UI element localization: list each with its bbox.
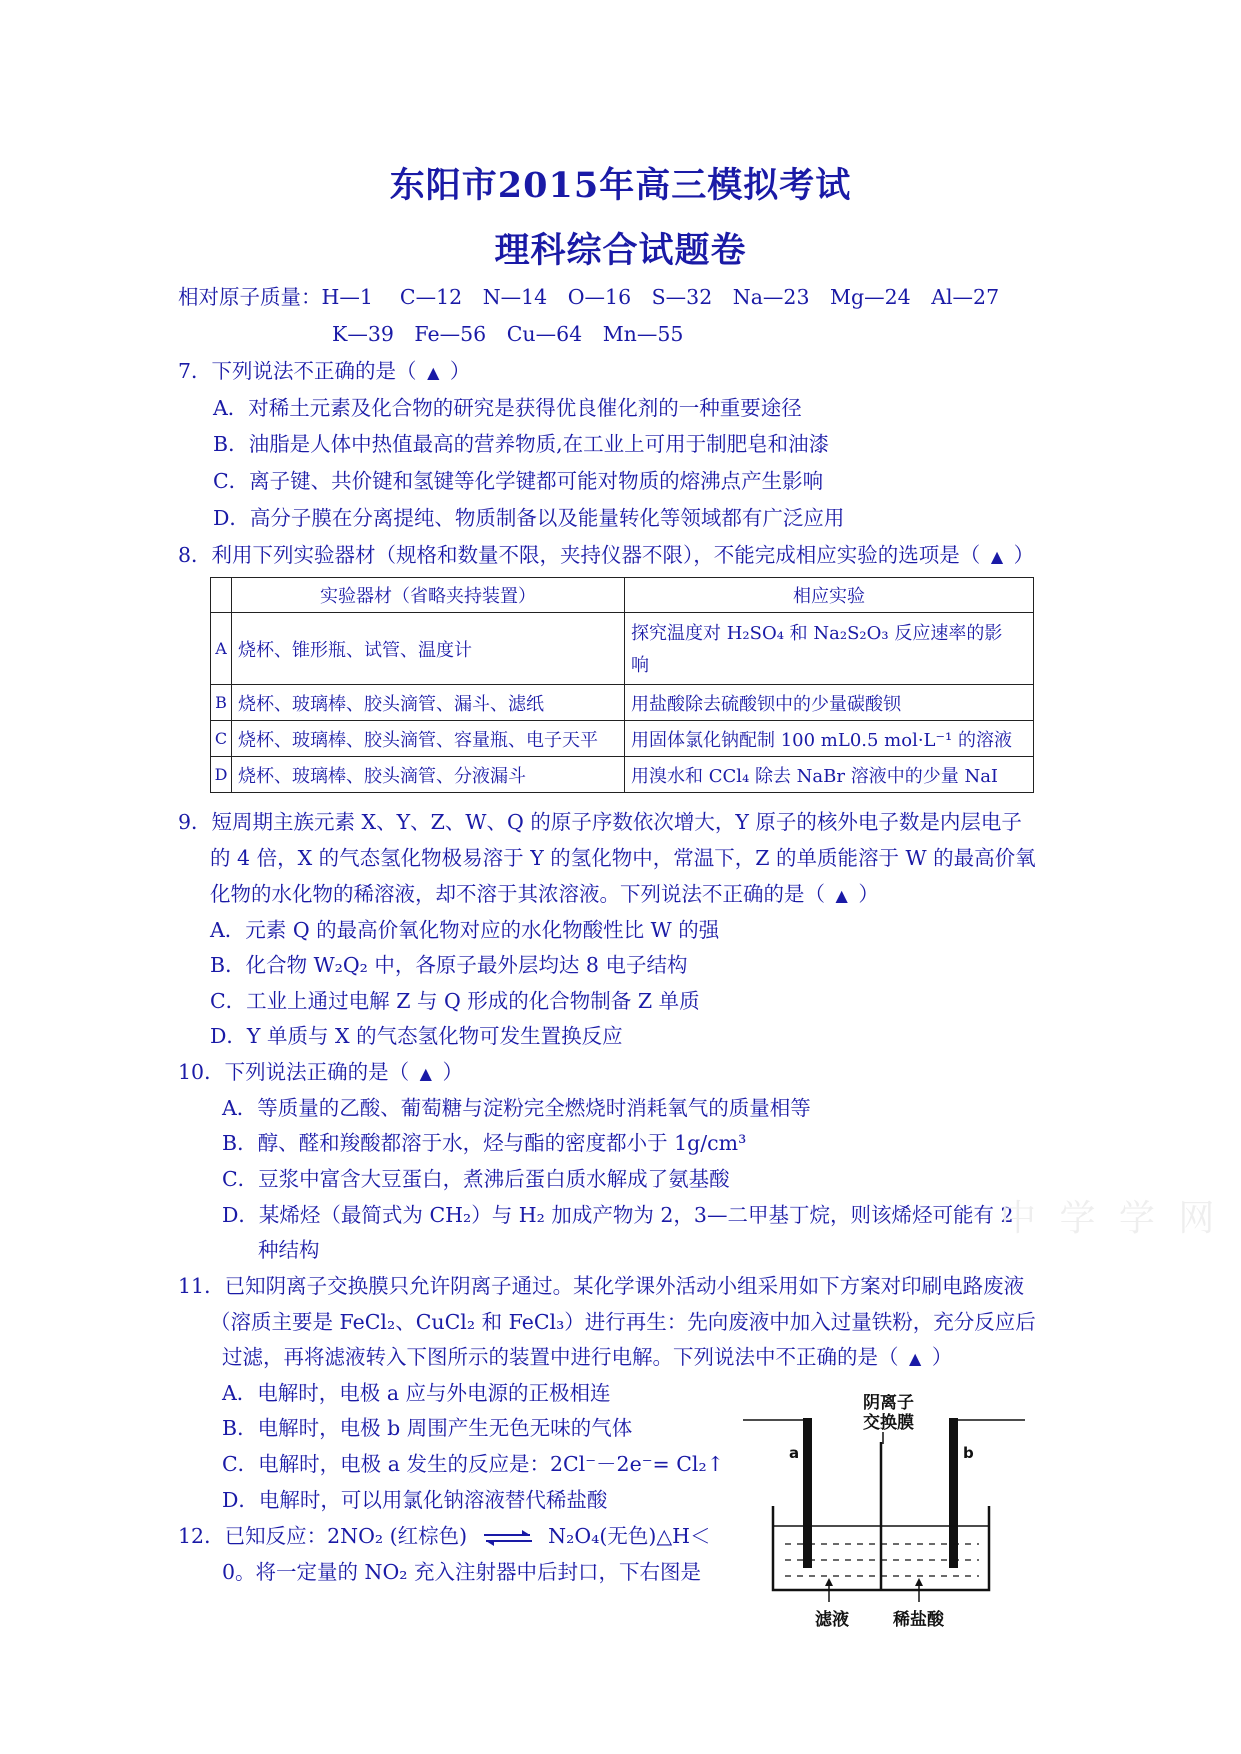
table-row	[211, 613, 1034, 685]
question-10-text: 10．下列说法正确的是（	[178, 1060, 410, 1084]
q11-option-c: C．电解时，电极 a 发生的反应是：2Cl⁻－2e⁻= Cl₂↑	[222, 1452, 724, 1476]
question-8-close: ）	[1013, 543, 1035, 567]
question-9-stem-2: 的 4 倍，X 的气态氢化物极易溶于 Y 的氢化物中，常温下，Z 的单质能溶于 W 的最高价氧	[210, 846, 1036, 870]
q10-option-a: A．等质量的乙酸、葡萄糖与淀粉完全燃烧时消耗氧气的质量相等	[222, 1096, 811, 1120]
arrow-up-icon	[915, 1578, 923, 1586]
row-experiment-line: 探究温度对 H₂SO₄ 和 Na₂S₂O₃ 反应速率的影	[631, 622, 1003, 644]
q10-option-d: D．某烯烃（最简式为 CH₂）与 H₂ 加成产物为 2，3—二甲基丁烷，则该烯烃可能有 2	[222, 1203, 1014, 1227]
electrode-a-label: a	[789, 1444, 800, 1462]
answer-blank-icon: ▲	[909, 1349, 922, 1368]
left-solution-label: 滤液	[815, 1610, 849, 1630]
watermark: 中 学 学 网	[1000, 1198, 1221, 1239]
q11-option-a: A．电解时，电极 a 应与外电源的正极相连	[222, 1381, 611, 1405]
question-11-stem-3	[222, 1343, 952, 1373]
row-key: D	[211, 757, 232, 793]
question-11-stem-2: （溶质主要是 FeCl₂、CuCl₂ 和 FeCl₃）进行再生：先向废液中加入过量铁粉，充分反应后	[210, 1310, 1036, 1334]
answer-blank-icon: ▲	[419, 1064, 432, 1083]
row-key: A	[211, 613, 232, 685]
q7-option-c: C．离子键、共价键和氢键等化学键都可能对物质的熔沸点产生影响	[213, 469, 824, 493]
question-11-text: 过滤，再将滤液转入下图所示的装置中进行电解。下列说法中不正确的是（	[222, 1345, 899, 1369]
col-apparatus-header: 实验器材（省略夹持装置）	[232, 578, 625, 613]
answer-blank-icon: ▲	[990, 547, 1004, 566]
atomic-mass-line-2: K—39 Fe—56 Cu—64 Mn—55	[332, 322, 684, 346]
q10-option-c: C．豆浆中富含大豆蛋白，煮沸后蛋白质水解成了氨基酸	[222, 1167, 730, 1191]
question-9-stem-3	[210, 880, 879, 910]
question-11-close: ）	[931, 1345, 953, 1369]
question-10-stem	[178, 1058, 463, 1088]
row-key: C	[211, 721, 232, 757]
membrane-label-line-2: 交换膜	[863, 1413, 914, 1433]
row-experiment	[625, 613, 1034, 685]
row-apparatus: 烧杯、玻璃棒、胶头滴管、漏斗、滤纸	[232, 685, 625, 721]
exam-subtitle: 理科综合试题卷	[494, 230, 747, 271]
question-9-stem-1: 9．短周期主族元素 X、Y、Z、W、Q 的原子序数依次增大，Y 原子的核外电子数是内层电子	[178, 810, 1022, 834]
arrow-up-icon	[825, 1578, 833, 1586]
col-experiment-header: 相应实验	[625, 578, 1034, 613]
row-apparatus: 烧杯、玻璃棒、胶头滴管、分液漏斗	[232, 757, 625, 793]
question-9-text: 化物的水化物的稀溶液，却不溶于其浓溶液。下列说法不正确的是（	[210, 882, 825, 906]
table-row	[211, 685, 1034, 721]
q9-option-d: D．Y 单质与 X 的气态氢化物可发生置换反应	[210, 1024, 623, 1048]
q7-option-b: B．油脂是人体中热值最高的营养物质,在工业上可用于制肥皂和油漆	[213, 432, 830, 456]
q7-option-a: A．对稀土元素及化合物的研究是获得优良催化剂的一种重要途径	[213, 396, 802, 420]
electrolysis-cell-diagram	[735, 1394, 1025, 1609]
atomic-mass-line-1: 相对原子质量：H—1 C—12 N—14 O—16 S—32 Na—23 Mg—24 Al—27	[178, 285, 1000, 309]
q9-option-b: B．化合物 W₂Q₂ 中，各原子最外层均达 8 电子结构	[210, 953, 688, 977]
q9-option-c: C．工业上通过电解 Z 与 Q 形成的化合物制备 Z 单质	[210, 989, 700, 1013]
question-9-close: ）	[858, 882, 879, 906]
table-corner-cell	[211, 578, 232, 613]
electrode-b	[949, 1418, 958, 1568]
q10-option-d-cont: 种结构	[258, 1238, 320, 1262]
equilibrium-arrow-icon	[482, 1529, 534, 1547]
q7-option-d: D．高分子膜在分离提纯、物质制备以及能量转化等领域都有广泛应用	[213, 506, 845, 530]
electrode-a	[803, 1418, 812, 1568]
right-solution-label: 稀盐酸	[893, 1610, 944, 1630]
table-header-row	[211, 578, 1034, 613]
membrane-label-line-1: 阴离子	[863, 1394, 914, 1413]
row-experiment: 用盐酸除去硫酸钡中的少量碳酸钡	[625, 685, 1034, 721]
question-12-stem-2: 0。将一定量的 NO₂ 充入注射器中后封口，下右图是	[222, 1560, 702, 1584]
row-apparatus: 烧杯、锥形瓶、试管、温度计	[232, 613, 625, 685]
electrode-b-label: b	[963, 1444, 974, 1462]
question-12-stem-1	[178, 1522, 711, 1550]
question-7-close: ）	[449, 359, 471, 383]
q11-option-b: B．电解时，电极 b 周围产生无色无味的气体	[222, 1416, 633, 1440]
q9-option-a: A．元素 Q 的最高价氧化物对应的水化物酸性比 W 的强	[210, 918, 720, 942]
answer-blank-icon: ▲	[427, 363, 440, 382]
question-10-close: ）	[442, 1060, 463, 1084]
question-11-stem-1: 11．已知阴离子交换膜只允许阴离子通过。某化学课外活动小组采用如下方案对印刷电路废液	[178, 1274, 1025, 1298]
row-key: B	[211, 685, 232, 721]
question-8-text: 8．利用下列实验器材（规格和数量不限，夹持仪器不限），不能完成相应实验的选项是（	[178, 543, 981, 567]
question-12-text: 12．已知反应：2NO₂ (红棕色)	[178, 1524, 468, 1548]
q10-option-b: B．醇、醛和羧酸都溶于水，烃与酯的密度都小于 1g/cm³	[222, 1131, 747, 1155]
row-experiment: 用固体氯化钠配制 100 mL0.5 mol·L⁻¹ 的溶液	[625, 721, 1034, 757]
question-7-stem	[178, 357, 470, 387]
question-7-text: 7．下列说法不正确的是（	[178, 359, 417, 383]
row-experiment-line: 响	[631, 654, 649, 676]
question-12-text-b: N₂O₄(无色)△H＜	[548, 1524, 711, 1548]
table-row	[211, 757, 1034, 793]
row-experiment: 用溴水和 CCl₄ 除去 NaBr 溶液中的少量 NaI	[625, 757, 1034, 793]
experiment-table	[210, 577, 1034, 793]
exam-title: 东阳市2015年高三模拟考试	[389, 165, 852, 206]
answer-blank-icon: ▲	[835, 886, 848, 905]
row-apparatus: 烧杯、玻璃棒、胶头滴管、容量瓶、电子天平	[232, 721, 625, 757]
q11-option-d: D．电解时，可以用氯化钠溶液替代稀盐酸	[222, 1488, 608, 1512]
table-row	[211, 721, 1034, 757]
question-8-stem	[178, 541, 1034, 571]
